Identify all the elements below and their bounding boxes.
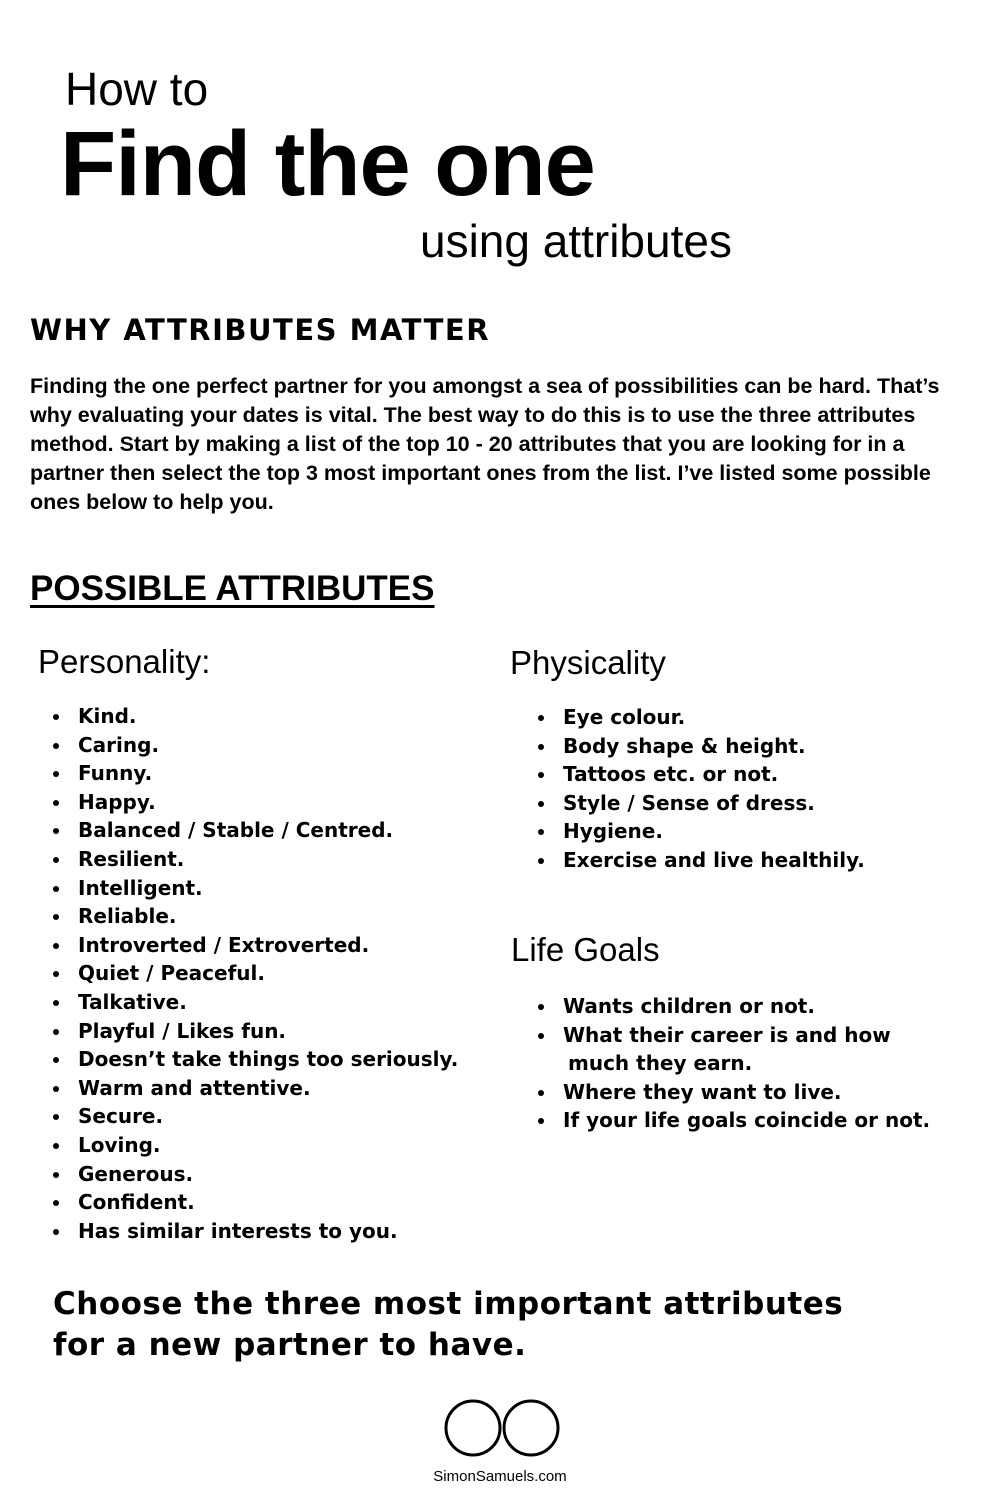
list-item: Tattoos etc. or not. — [535, 760, 865, 789]
list-item: Warm and attentive. — [50, 1074, 458, 1103]
title-find-the-one: Find the one — [60, 113, 595, 215]
closing-line-1: Choose the three most important attributes — [53, 1286, 844, 1322]
list-item: Wants children or not. — [535, 992, 930, 1021]
list-item: Hygiene. — [535, 817, 865, 846]
list-item: Reliable. — [50, 902, 458, 931]
list-item: Happy. — [50, 788, 458, 817]
personality-heading: Personality: — [38, 643, 211, 680]
list-item-continuation: much they earn. — [568, 1051, 753, 1076]
life-goals-heading: Life Goals — [511, 931, 660, 968]
title-using-attributes: using attributes — [420, 215, 732, 267]
life-goals-list — [535, 992, 930, 1135]
title-how-to: How to — [65, 63, 209, 115]
list-item: Has similar interests to you. — [50, 1217, 458, 1246]
list-item: Body shape & height. — [535, 732, 865, 761]
list-item: Secure. — [50, 1102, 458, 1131]
closing-statement — [53, 1284, 933, 1366]
why-body: Finding the one perfect partner for you amongst a sea of possibilities can be hard. That’s why evaluating your dates is vital. The best way to do this is to use the three attributes method. Start by making a list of the top 10 - 20 attributes that you are looking for in a partner then select the top 3 most important ones from the list. I’ve listed some possible ones below to help you. — [30, 374, 940, 514]
list-item: Quiet / Peaceful. — [50, 959, 458, 988]
list-item: Where they want to live. — [535, 1078, 930, 1107]
list-item: Intelligent. — [50, 874, 458, 903]
possible-heading: POSSIBLE ATTRIBUTES — [30, 569, 435, 608]
list-item: Confident. — [50, 1188, 458, 1217]
list-item: Exercise and live healthily. — [535, 846, 865, 875]
footer-site-url: SimonSamuels.com — [433, 1468, 567, 1485]
list-item: Caring. — [50, 731, 458, 760]
personality-list — [50, 702, 458, 1245]
two-circles-logo-icon — [444, 1399, 560, 1457]
list-item: Generous. — [50, 1160, 458, 1189]
physicality-list — [535, 703, 865, 875]
list-item: Balanced / Stable / Centred. — [50, 816, 458, 845]
list-item: Loving. — [50, 1131, 458, 1160]
list-item: Style / Sense of dress. — [535, 789, 865, 818]
list-item-line: What their career is and how — [563, 1022, 891, 1047]
why-heading: WHY ATTRIBUTES MATTER — [30, 313, 491, 347]
list-item: Kind. — [50, 702, 458, 731]
list-item: Eye colour. — [535, 703, 865, 732]
list-item: If your life goals coincide or not. — [535, 1106, 930, 1135]
list-item: Doesn’t take things too seriously. — [50, 1045, 458, 1074]
list-item — [535, 1021, 930, 1078]
list-item: Talkative. — [50, 988, 458, 1017]
closing-line-2: for a new partner to have. — [53, 1327, 527, 1363]
list-item: Playful / Likes fun. — [50, 1017, 458, 1046]
physicality-heading: Physicality — [510, 644, 666, 681]
list-item: Funny. — [50, 759, 458, 788]
list-item: Resilient. — [50, 845, 458, 874]
list-item: Introverted / Extroverted. — [50, 931, 458, 960]
